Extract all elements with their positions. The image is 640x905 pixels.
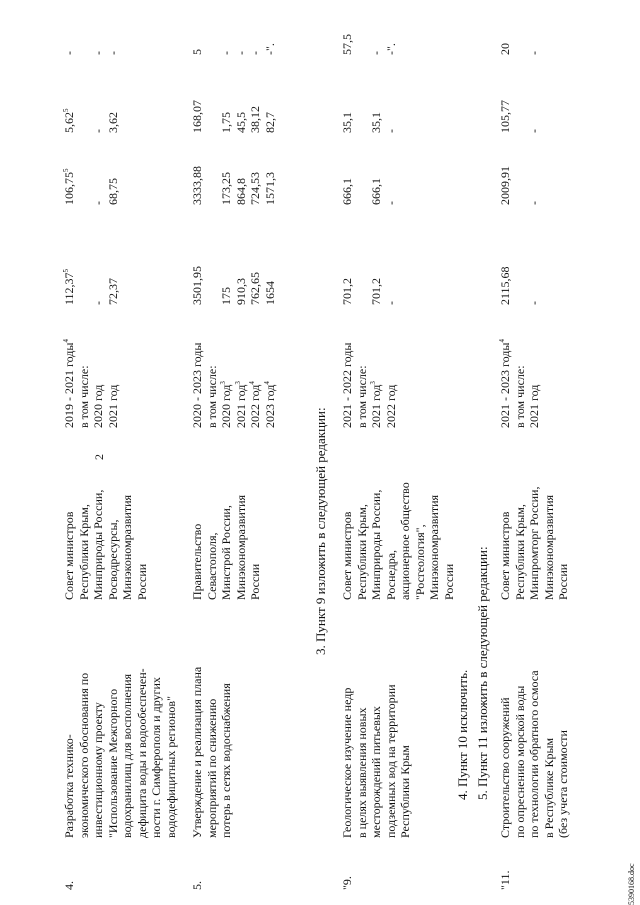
instruction-clause-9: 3. Пункт 9 изложить в следующей редакции: [313, 407, 328, 655]
cell-line: России [134, 563, 149, 600]
cell-line: Утверждение и реализация плана [190, 666, 204, 838]
cell-line: - [527, 129, 541, 133]
federal-budget-cell [62, 169, 120, 206]
page-number: 2 [92, 454, 106, 460]
cell-line: в том числе: [204, 365, 219, 428]
cell-line: Минэкономразвития [541, 494, 556, 600]
cell-line: Республики Крым [398, 745, 412, 838]
regional-budget-cell [498, 100, 542, 133]
cell-line: 762,65 [248, 272, 262, 305]
instruction-clause-10: 4. Пункт 10 исключить. [455, 669, 470, 800]
cell-line: -". [383, 43, 398, 55]
footnote-marker: 5 [62, 168, 70, 172]
other-sources-cell [62, 51, 120, 55]
cell-line: 3501,95 [190, 266, 204, 305]
cell-line: - [248, 51, 262, 55]
executors-cell [190, 495, 263, 600]
federal-budget-cell [498, 166, 542, 205]
cell-line: 35,1 [340, 112, 354, 133]
cell-line: - [383, 201, 398, 205]
cell-line: 45,5 [233, 112, 248, 133]
cell-line: ности г. Симферополя и других [149, 677, 163, 838]
cell-line: - [369, 51, 383, 55]
cell-line: 173,25 [219, 172, 233, 205]
cell-line: Роснедра, [383, 549, 398, 600]
total-amount-cell [190, 266, 277, 305]
cell-line [77, 109, 92, 134]
cell-line: в Республике Крым [541, 737, 556, 838]
cell-line [513, 100, 528, 133]
cell-line: - [105, 51, 120, 55]
cell-line: Росводресурсы, [105, 519, 120, 600]
federal-budget-cell [190, 166, 277, 205]
cell-line: 666,1 [340, 178, 354, 205]
footnote-marker: 3 [233, 381, 242, 385]
cell-line: 2021 - 2023 годы$^4$ [498, 339, 512, 428]
regional-budget-cell [62, 109, 120, 134]
cell-line: - [91, 301, 105, 305]
cell-line: 72,37 [105, 278, 120, 305]
row-number: "9. [340, 876, 354, 890]
cell-line: (без учета стоимости [556, 730, 570, 838]
cell-line: Республики Крым, [512, 504, 527, 600]
cell-line: Минстрой России, [219, 505, 233, 600]
cell-line [77, 169, 92, 206]
cell-line: "Росгеология", [412, 524, 427, 600]
cell-line [205, 166, 220, 205]
cell-line: 2022 год$^4$ [248, 381, 262, 428]
other-sources-cell [498, 43, 542, 55]
cell-line: 105,77 [498, 100, 512, 133]
cell-line: 3333,88 [190, 166, 204, 205]
cell-line: инвестиционному проекту [91, 702, 105, 838]
cell-line: Совет министров [62, 511, 76, 600]
cell-line: 2009,91 [498, 166, 512, 205]
cell-line [513, 43, 528, 55]
cell-line: 3,62 [105, 112, 120, 133]
total-amount-cell [340, 278, 398, 305]
cell-line: 2021 год$^3$ [369, 381, 383, 428]
cell-line: акционерное общество [398, 482, 412, 600]
activity-name-cell [340, 685, 413, 839]
cell-line [355, 278, 370, 305]
cell-line: Минприроды России, [369, 489, 383, 600]
footnote-marker: 3 [219, 381, 227, 385]
regional-budget-cell [190, 100, 277, 133]
regional-budget-cell [340, 112, 398, 133]
period-cell [190, 343, 277, 428]
row-number: "11. [498, 870, 512, 890]
cell-line [205, 100, 220, 133]
cell-line: России [556, 563, 570, 600]
cell-line: 5 [190, 49, 204, 55]
footnote-marker: 3 [369, 381, 377, 385]
cell-line: вододефицитных регионов" [163, 695, 178, 838]
cell-line: 2020 - 2023 годы [190, 342, 204, 428]
cell-line: 57,5 [340, 34, 354, 55]
period-cell [340, 343, 398, 428]
cell-line: Минприроды России, [91, 489, 105, 600]
cell-line: 2020 год$^3$ [219, 381, 233, 428]
cell-line: 5,62$^5$ [62, 108, 76, 133]
cell-line: 2020 год [91, 384, 105, 428]
cell-line: 2021 год [105, 384, 120, 428]
cell-line: - [91, 201, 105, 205]
cell-line: 2021 год [527, 384, 541, 428]
cell-line [355, 34, 370, 55]
cell-line: 35,1 [369, 112, 383, 133]
total-amount-cell [498, 266, 542, 305]
cell-line: 724,53 [248, 172, 262, 205]
cell-line: - [527, 201, 541, 205]
cell-line: экономического обоснования по [76, 672, 91, 838]
cell-line: России [248, 563, 262, 600]
cell-line: Республики Крым, [76, 504, 91, 600]
cell-line: 2023 год$^4$ [262, 381, 277, 428]
cell-line: - [383, 129, 398, 133]
cell-line: Минэкономразвития [120, 494, 134, 600]
cell-line: 2021 - 2022 годы [340, 342, 354, 428]
cell-line [513, 166, 528, 205]
cell-line: - [233, 51, 248, 55]
cell-line: Минпромторг России, [527, 486, 541, 600]
cell-line: 2022 год [383, 384, 398, 428]
cell-line: дефицита воды и водообеспечен- [134, 668, 149, 838]
cell-line: Севастополя, [204, 532, 219, 600]
cell-line: -". [262, 43, 277, 55]
cell-line: 168,07 [190, 100, 204, 133]
total-amount-cell [62, 269, 120, 305]
cell-line: 175 [219, 287, 233, 305]
cell-line: Минэкономразвития [427, 494, 441, 600]
cell-line: 701,2 [340, 278, 354, 305]
footnote-marker: 5 [62, 268, 70, 273]
activity-name-cell [190, 667, 234, 838]
cell-line: Разработка технико- [62, 734, 76, 838]
cell-line: Строительство сооружений [498, 697, 512, 838]
federal-budget-cell [340, 178, 398, 205]
activity-name-cell [498, 670, 571, 838]
row-number: 4. [62, 881, 76, 890]
executors-cell [340, 482, 456, 600]
cell-line: потерь в сетях водоснабжения [219, 683, 233, 838]
cell-line: - [91, 51, 105, 55]
cell-line: 1654 [262, 281, 277, 305]
period-cell [498, 339, 542, 428]
cell-line: 864,8 [233, 178, 248, 205]
cell-line: 2021 год$^3$ [233, 381, 248, 428]
cell-line: в том числе: [354, 365, 369, 428]
cell-line: 82,7 [262, 112, 277, 133]
cell-line: мероприятий по снижению [204, 698, 219, 838]
cell-line: по опреснению морской воды [512, 685, 527, 838]
cell-line: - [527, 51, 541, 55]
footnote-marker: 5 [62, 108, 70, 112]
cell-line: 2115,68 [498, 266, 512, 305]
instruction-clause-11: 5. Пункт 11 изложить в следующей редакции: [475, 546, 490, 800]
cell-line: России [441, 563, 456, 600]
activity-name-cell [62, 668, 178, 838]
cell-line: "Использование Межгорного [105, 688, 120, 838]
cell-line: Республики Крым, [354, 504, 369, 600]
footnote-marker: 4 [498, 339, 506, 343]
cell-line: 38,12 [248, 106, 262, 133]
cell-line: Геологическое изучение недр [340, 687, 354, 838]
cell-line [77, 51, 92, 55]
cell-line: 701,2 [369, 278, 383, 305]
cell-line: 666,1 [369, 178, 383, 205]
executors-cell [498, 487, 571, 600]
cell-line: 112,37$^5$ [62, 268, 76, 305]
footnote-marker: 4 [262, 381, 271, 385]
footnote-marker: 4 [248, 381, 256, 385]
period-cell [62, 339, 120, 428]
cell-line: Минэкономразвития [233, 494, 248, 600]
cell-line: по технологии обратного осмоса [527, 670, 541, 838]
cell-line [77, 269, 92, 305]
cell-line: в том числе: [76, 365, 91, 428]
cell-line: Совет министров [498, 511, 512, 600]
footnote-marker: 4 [62, 339, 70, 343]
cell-line: - [62, 51, 76, 55]
executors-cell [62, 490, 149, 600]
cell-line: водохранилищ для восполнения [120, 673, 134, 838]
cell-line: 910,3 [233, 278, 248, 305]
other-sources-cell [190, 43, 277, 55]
cell-line [205, 266, 220, 305]
other-sources-cell [340, 34, 398, 55]
cell-line: - [383, 301, 398, 305]
cell-line: в целях выявления новых [354, 707, 369, 838]
cell-line: подземных вод на территории [383, 684, 398, 838]
cell-line: - [219, 51, 233, 55]
cell-line: 68,75 [105, 178, 120, 205]
cell-line [205, 43, 220, 55]
cell-line: - [91, 129, 105, 133]
footer-filename: 5390168.doc [627, 863, 636, 905]
cell-line: - [527, 301, 541, 305]
cell-line: 106,75$^5$ [62, 168, 76, 205]
cell-line: в том числе: [512, 365, 527, 428]
cell-line: 20 [498, 43, 512, 55]
row-number: 5. [190, 881, 204, 890]
cell-line [513, 266, 528, 305]
cell-line: месторождений питьевых [369, 706, 383, 838]
cell-line [355, 178, 370, 205]
cell-line: 1,75 [219, 112, 233, 133]
cell-line: 2019 - 2021 годы$^4$ [62, 339, 76, 428]
cell-line: Правительство [190, 523, 204, 600]
cell-line [355, 112, 370, 133]
cell-line: 1571,3 [262, 172, 277, 205]
cell-line: Совет министров [340, 511, 354, 600]
